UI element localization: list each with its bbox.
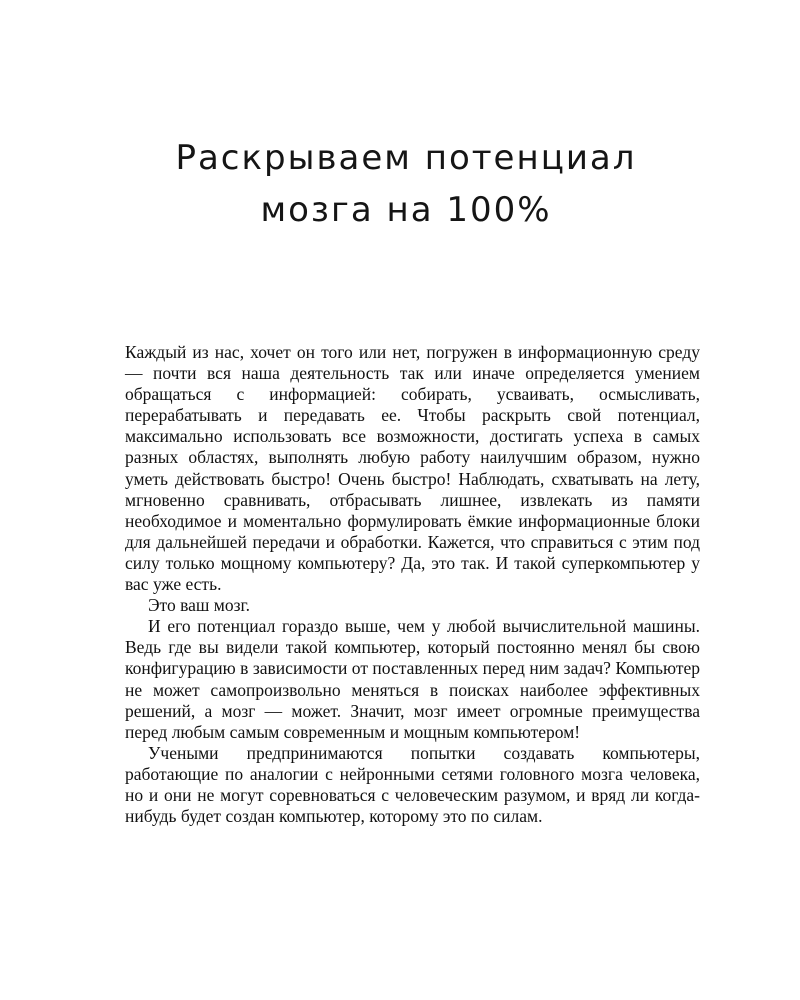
paragraph-4: Учеными предпринимаются попытки создавать компьютеры, работающие по аналогии с нейронными сетями головного мозга человека, но и они не могут соревноваться с человеческим разумом, и вряд ли когда-нибудь будет создан компьютер, которому это по силам. [125, 742, 700, 827]
body-text [125, 342, 700, 827]
paragraph-3: И его потенциал гораздо выше, чем у любой вычислительной машины. Ведь где вы видели такой компьютер, который постоянно менял бы свою конфигурацию в зависимости от поставленных перед ним задач? Компьютер не может самопроизвольно меняться в поисках наиболее эффективных решений, а мозг — может. Значит, мозг имеет огромные преимущества перед любым самым современным и мощным компьютером! [125, 616, 700, 742]
paragraph-1: Каждый из нас, хочет он того или нет, погружен в информационную среду — почти вся наша деятельность так или иначе определяется умением обращаться с информацией: собирать, усваивать, осмысливать, перерабатывать и передавать ее. Чтобы раскрыть свой потенциал, максимально использовать все возможности, достигать успеха в самых разных областях, выполнять любую работу наилучшим образом, нужно уметь действовать быстро! Очень быстро! Наблюдать, схватывать на лету, мгновенно сравнивать, отбрасывать лишнее, извлекать из памяти необходимое и моментально формулировать ёмкие информационные блоки для дальнейшей передачи и обработки. Кажется, что справиться с этим под силу только мощному компьютеру? Да, это так. И такой суперкомпьютер у вас уже есть. [125, 342, 700, 595]
chapter-title-line-2: мозга на 100% [260, 190, 552, 230]
chapter-title [100, 132, 712, 236]
chapter-title-line-1: Раскрываем потенциал [175, 138, 637, 178]
paragraph-2: Это ваш мозг. [148, 595, 251, 616]
